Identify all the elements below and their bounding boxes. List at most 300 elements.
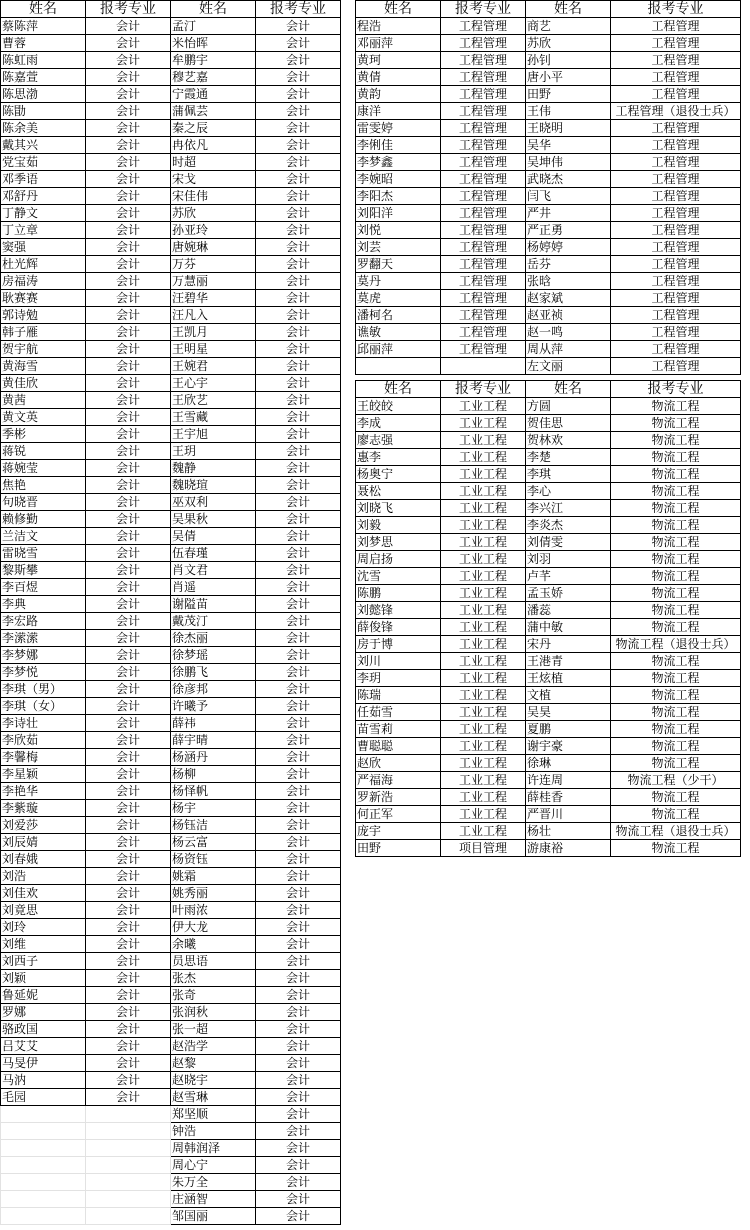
exam-major: 会计 xyxy=(256,273,341,290)
student-name: 鲁延妮 xyxy=(1,987,86,1004)
student-name xyxy=(356,358,441,375)
exam-major: 工业工程 xyxy=(441,568,526,585)
table-row xyxy=(356,585,741,602)
table-row xyxy=(356,500,741,517)
exam-major: 会计 xyxy=(256,1004,341,1021)
exam-major: 会计 xyxy=(256,783,341,800)
student-name: 谯敏 xyxy=(356,324,441,341)
student-name: 骆政国 xyxy=(1,1021,86,1038)
student-name: 孟汀 xyxy=(171,18,256,35)
student-name: 杨宇 xyxy=(171,800,256,817)
student-name: 黄倩 xyxy=(356,69,441,86)
student-name: 刘颖 xyxy=(1,970,86,987)
exam-major: 物流工程（退役士兵） xyxy=(611,636,741,653)
exam-major: 工程管理 xyxy=(611,171,741,188)
exam-major: 物流工程 xyxy=(611,483,741,500)
student-name: 徐梦瑶 xyxy=(171,647,256,664)
exam-major: 工程管理 xyxy=(611,341,741,358)
student-name: 李百煜 xyxy=(1,579,86,596)
logistics-rows xyxy=(356,398,741,857)
student-name: 汪碧华 xyxy=(171,290,256,307)
exam-major: 工业工程 xyxy=(441,789,526,806)
exam-major: 会计 xyxy=(256,596,341,613)
exam-major: 会计 xyxy=(256,698,341,715)
exam-major: 会计 xyxy=(256,1123,341,1140)
exam-major: 工程管理 xyxy=(441,188,526,205)
table-row xyxy=(1,392,341,409)
exam-major: 会计 xyxy=(86,1089,171,1106)
table-row xyxy=(1,1174,341,1191)
exam-major: 工业工程 xyxy=(441,483,526,500)
student-name: 刘羽 xyxy=(526,551,611,568)
student-name: 李梦悦 xyxy=(1,664,86,681)
table-row xyxy=(1,579,341,596)
table-row xyxy=(1,1106,341,1123)
student-name: 吕艾艾 xyxy=(1,1038,86,1055)
student-name: 赵家斌 xyxy=(526,290,611,307)
student-name: 杨云富 xyxy=(171,834,256,851)
student-name: 李玥 xyxy=(356,670,441,687)
exam-major: 会计 xyxy=(86,936,171,953)
student-name: 罗新浩 xyxy=(356,789,441,806)
exam-major: 工程管理 xyxy=(441,222,526,239)
exam-major: 工程管理 xyxy=(611,290,741,307)
student-name: 刘倩雯 xyxy=(526,534,611,551)
exam-major: 工业工程 xyxy=(441,432,526,449)
exam-major: 工业工程 xyxy=(441,738,526,755)
table-row xyxy=(356,239,741,256)
student-name: 房福涛 xyxy=(1,273,86,290)
student-name: 刘浩 xyxy=(1,868,86,885)
student-name: 周从萍 xyxy=(526,341,611,358)
exam-major: 工业工程 xyxy=(441,415,526,432)
student-name: 徐鹏飞 xyxy=(171,664,256,681)
student-name: 王玥 xyxy=(171,443,256,460)
exam-major: 工程管理 xyxy=(441,256,526,273)
exam-major: 会计 xyxy=(86,35,171,52)
exam-major: 会计 xyxy=(86,120,171,137)
student-name: 蒋婉莹 xyxy=(1,460,86,477)
table-row xyxy=(1,1055,341,1072)
student-name: 伍春瑾 xyxy=(171,545,256,562)
table-row xyxy=(356,517,741,534)
exam-major: 会计 xyxy=(86,851,171,868)
student-name: 王伟 xyxy=(526,103,611,120)
exam-major: 物流工程（退役士兵） xyxy=(611,823,741,840)
student-name: 赵亚祯 xyxy=(526,307,611,324)
student-name: 张杰 xyxy=(171,970,256,987)
header-name: 姓名 xyxy=(1,1,86,18)
exam-major: 会计 xyxy=(86,885,171,902)
student-name: 李炎杰 xyxy=(526,517,611,534)
exam-major: 工程管理 xyxy=(611,239,741,256)
student-name: 刘川 xyxy=(356,653,441,670)
student-name: 苏欣 xyxy=(171,205,256,222)
table-row xyxy=(1,647,341,664)
student-name: 秦之辰 xyxy=(171,120,256,137)
exam-major: 会计 xyxy=(256,1191,341,1208)
table-row xyxy=(1,443,341,460)
student-name: 周启扬 xyxy=(356,551,441,568)
header-name: 姓名 xyxy=(171,1,256,18)
exam-major: 会计 xyxy=(256,579,341,596)
student-name: 李潆潆 xyxy=(1,630,86,647)
student-name: 钟浩 xyxy=(171,1123,256,1140)
student-name: 吴倩 xyxy=(171,528,256,545)
exam-major: 会计 xyxy=(256,1072,341,1089)
table-row xyxy=(1,834,341,851)
exam-major: 工程管理 xyxy=(611,18,741,35)
student-name: 蒲中敏 xyxy=(526,619,611,636)
student-name: 魏晓瑄 xyxy=(171,477,256,494)
student-name: 唐婉琳 xyxy=(171,239,256,256)
exam-major: 会计 xyxy=(256,511,341,528)
table-row xyxy=(356,154,741,171)
table-row xyxy=(1,1140,341,1157)
exam-major: 会计 xyxy=(256,1208,341,1225)
student-name: 杨壮 xyxy=(526,823,611,840)
table-row xyxy=(1,103,341,120)
student-name: 商艺 xyxy=(526,18,611,35)
exam-major: 工业工程 xyxy=(441,653,526,670)
exam-major: 工程管理 xyxy=(611,358,741,375)
student-name: 潘柯名 xyxy=(356,307,441,324)
exam-major: 会计 xyxy=(256,35,341,52)
student-name: 魏静 xyxy=(171,460,256,477)
student-name: 李紫璇 xyxy=(1,800,86,817)
exam-major: 会计 xyxy=(86,834,171,851)
student-name: 赵黎 xyxy=(171,1055,256,1072)
student-name: 李馨梅 xyxy=(1,749,86,766)
exam-major: 工程管理 xyxy=(441,35,526,52)
student-name: 赵雪琳 xyxy=(171,1089,256,1106)
table-row xyxy=(1,766,341,783)
table-row xyxy=(356,483,741,500)
exam-major: 物流工程 xyxy=(611,534,741,551)
exam-major: 工程管理 xyxy=(611,69,741,86)
exam-major: 会计 xyxy=(256,358,341,375)
exam-major: 物流工程 xyxy=(611,500,741,517)
table-row xyxy=(356,772,741,789)
student-name: 宁霞通 xyxy=(171,86,256,103)
exam-major: 会计 xyxy=(86,902,171,919)
student-name: 刘西子 xyxy=(1,953,86,970)
empty-cell xyxy=(1,1157,86,1174)
student-name: 邓舒丹 xyxy=(1,188,86,205)
header-major: 报考专业 xyxy=(86,1,171,18)
exam-major: 工程管理 xyxy=(441,324,526,341)
student-name: 吴华 xyxy=(526,137,611,154)
student-name: 薛宇晴 xyxy=(171,732,256,749)
exam-major: 会计 xyxy=(256,681,341,698)
student-name: 蔡陈萍 xyxy=(1,18,86,35)
exam-major: 会计 xyxy=(86,307,171,324)
student-name: 万芬 xyxy=(171,256,256,273)
exam-major: 会计 xyxy=(86,341,171,358)
student-name: 薛俊锋 xyxy=(356,619,441,636)
exam-major: 物流工程 xyxy=(611,551,741,568)
exam-major: 物流工程 xyxy=(611,568,741,585)
table-row xyxy=(1,1089,341,1106)
table-row xyxy=(1,1123,341,1140)
table-row xyxy=(356,840,741,857)
empty-cell xyxy=(1,1106,86,1123)
table-row xyxy=(1,868,341,885)
table-row xyxy=(356,789,741,806)
student-name: 肖遥 xyxy=(171,579,256,596)
table-row xyxy=(1,953,341,970)
student-name: 丁立章 xyxy=(1,222,86,239)
student-name: 曹蓉 xyxy=(1,35,86,52)
exam-major: 工程管理 xyxy=(611,137,741,154)
exam-major: 工程管理 xyxy=(611,86,741,103)
student-name: 李琪（女） xyxy=(1,698,86,715)
exam-major: 工程管理 xyxy=(441,341,526,358)
table-row xyxy=(1,256,341,273)
student-name: 陈勖 xyxy=(1,103,86,120)
table-row xyxy=(356,341,741,358)
table-row xyxy=(1,681,341,698)
student-name: 焦艳 xyxy=(1,477,86,494)
student-name: 陈虹雨 xyxy=(1,52,86,69)
table-row xyxy=(1,273,341,290)
student-name: 康洋 xyxy=(356,103,441,120)
exam-major: 会计 xyxy=(86,698,171,715)
student-name: 李诗壮 xyxy=(1,715,86,732)
exam-major: 会计 xyxy=(86,630,171,647)
table-row xyxy=(1,426,341,443)
header-name: 姓名 xyxy=(526,381,611,398)
student-name: 吴坤伟 xyxy=(526,154,611,171)
student-name: 句晓晋 xyxy=(1,494,86,511)
exam-major: 工程管理 xyxy=(441,120,526,137)
exam-major: 工程管理 xyxy=(611,256,741,273)
student-name: 李欣茹 xyxy=(1,732,86,749)
student-name: 文植 xyxy=(526,687,611,704)
student-name: 唐小平 xyxy=(526,69,611,86)
exam-major: 会计 xyxy=(86,239,171,256)
exam-major: 会计 xyxy=(86,103,171,120)
exam-major: 工程管理 xyxy=(441,307,526,324)
table-row xyxy=(1,613,341,630)
student-name: 房于博 xyxy=(356,636,441,653)
student-name: 刘晓飞 xyxy=(356,500,441,517)
student-name: 郭诗勉 xyxy=(1,307,86,324)
student-name: 徐杰丽 xyxy=(171,630,256,647)
exam-major: 物流工程 xyxy=(611,687,741,704)
table-row xyxy=(356,551,741,568)
empty-cell xyxy=(1,1208,86,1225)
student-name: 叶雨浓 xyxy=(171,902,256,919)
exam-major: 会计 xyxy=(86,579,171,596)
empty-cell xyxy=(86,1208,171,1225)
student-name: 罗娜 xyxy=(1,1004,86,1021)
header-major: 报考专业 xyxy=(611,381,741,398)
student-name: 雷晓雪 xyxy=(1,545,86,562)
student-name: 巫双利 xyxy=(171,494,256,511)
table-row xyxy=(1,1191,341,1208)
exam-major: 物流工程 xyxy=(611,602,741,619)
exam-major: 会计 xyxy=(86,52,171,69)
student-name: 王炫植 xyxy=(526,670,611,687)
student-name: 马汭 xyxy=(1,1072,86,1089)
exam-major: 物流工程 xyxy=(611,398,741,415)
exam-major: 会计 xyxy=(256,205,341,222)
student-name: 郑坚顺 xyxy=(171,1106,256,1123)
exam-major: 物流工程 xyxy=(611,704,741,721)
exam-major: 会计 xyxy=(86,715,171,732)
exam-major: 工业工程 xyxy=(441,602,526,619)
student-name: 邓季语 xyxy=(1,171,86,188)
student-name: 杨奥宁 xyxy=(356,466,441,483)
header-name: 姓名 xyxy=(356,381,441,398)
exam-major: 会计 xyxy=(86,987,171,1004)
exam-major: 工业工程 xyxy=(441,619,526,636)
student-name: 杨钰洁 xyxy=(171,817,256,834)
exam-major: 会计 xyxy=(256,664,341,681)
empty-cell xyxy=(1,1191,86,1208)
exam-major: 会计 xyxy=(256,545,341,562)
exam-major: 会计 xyxy=(256,375,341,392)
student-name: 游康裕 xyxy=(526,840,611,857)
table-row xyxy=(356,35,741,52)
table-row xyxy=(1,171,341,188)
student-name: 王婉君 xyxy=(171,358,256,375)
table-row xyxy=(356,449,741,466)
student-name: 闫飞 xyxy=(526,188,611,205)
table-row xyxy=(356,466,741,483)
table-row xyxy=(1,732,341,749)
exam-major: 会计 xyxy=(256,1106,341,1123)
student-name: 杨资钰 xyxy=(171,851,256,868)
exam-major: 会计 xyxy=(256,324,341,341)
empty-cell xyxy=(86,1157,171,1174)
table-row xyxy=(356,806,741,823)
student-name: 戴其兴 xyxy=(1,137,86,154)
student-name: 赖修勤 xyxy=(1,511,86,528)
exam-major: 会计 xyxy=(256,137,341,154)
exam-major: 工业工程 xyxy=(441,466,526,483)
student-name: 穆艺嘉 xyxy=(171,69,256,86)
exam-major: 会计 xyxy=(86,1055,171,1072)
table-row xyxy=(1,987,341,1004)
student-name: 何正军 xyxy=(356,806,441,823)
empty-cell xyxy=(86,1123,171,1140)
exam-major: 会计 xyxy=(256,749,341,766)
student-name: 罗翻天 xyxy=(356,256,441,273)
exam-major: 工业工程 xyxy=(441,755,526,772)
student-name: 戴茂汀 xyxy=(171,613,256,630)
student-name: 邱丽萍 xyxy=(356,341,441,358)
student-name: 严井 xyxy=(526,205,611,222)
exam-major: 会计 xyxy=(86,460,171,477)
student-name: 员思语 xyxy=(171,953,256,970)
exam-major: 会计 xyxy=(256,341,341,358)
student-name: 左文丽 xyxy=(526,358,611,375)
exam-major: 物流工程 xyxy=(611,738,741,755)
table-row xyxy=(356,290,741,307)
student-name: 刘竟思 xyxy=(1,902,86,919)
student-name: 岳芬 xyxy=(526,256,611,273)
student-name: 王凯月 xyxy=(171,324,256,341)
student-name: 严正勇 xyxy=(526,222,611,239)
header-name: 姓名 xyxy=(356,1,441,18)
exam-major: 会计 xyxy=(256,1089,341,1106)
student-name: 赵一鸣 xyxy=(526,324,611,341)
student-name: 陈鹏 xyxy=(356,585,441,602)
table-row xyxy=(1,562,341,579)
exam-major: 物流工程 xyxy=(611,670,741,687)
exam-major: 会计 xyxy=(86,970,171,987)
exam-major: 会计 xyxy=(86,324,171,341)
table-row xyxy=(356,602,741,619)
student-name: 汪凡入 xyxy=(171,307,256,324)
student-name: 黄海雪 xyxy=(1,358,86,375)
exam-major: 会计 xyxy=(86,953,171,970)
empty-cell xyxy=(86,1174,171,1191)
student-name: 刘玲 xyxy=(1,919,86,936)
student-name: 王心宇 xyxy=(171,375,256,392)
exam-major: 会计 xyxy=(256,919,341,936)
student-name: 李琪（男） xyxy=(1,681,86,698)
exam-major: 物流工程 xyxy=(611,432,741,449)
table-row xyxy=(356,256,741,273)
table-row xyxy=(356,721,741,738)
exam-major: 会计 xyxy=(256,494,341,511)
header-row xyxy=(356,381,741,398)
table-row xyxy=(1,1157,341,1174)
student-name: 刘懿锋 xyxy=(356,602,441,619)
exam-major: 工业工程 xyxy=(441,687,526,704)
exam-major: 会计 xyxy=(256,851,341,868)
student-name: 刘维 xyxy=(1,936,86,953)
student-name: 任茹雪 xyxy=(356,704,441,721)
exam-major: 会计 xyxy=(256,307,341,324)
student-name: 李典 xyxy=(1,596,86,613)
exam-major: 会计 xyxy=(86,137,171,154)
student-name: 杨柳 xyxy=(171,766,256,783)
student-name: 余曦 xyxy=(171,936,256,953)
student-name: 王晓明 xyxy=(526,120,611,137)
exam-major: 会计 xyxy=(86,766,171,783)
header-major: 报考专业 xyxy=(441,1,526,18)
student-name: 丁静文 xyxy=(1,205,86,222)
exam-major: 会计 xyxy=(86,171,171,188)
student-name: 谢隘苗 xyxy=(171,596,256,613)
student-name: 党宝茹 xyxy=(1,154,86,171)
exam-major: 会计 xyxy=(86,443,171,460)
exam-major: 会计 xyxy=(256,987,341,1004)
exam-major: 工业工程 xyxy=(441,500,526,517)
student-name: 兰洁文 xyxy=(1,528,86,545)
exam-major: 工程管理 xyxy=(441,18,526,35)
table-row xyxy=(356,222,741,239)
table-row xyxy=(1,715,341,732)
student-name: 雷雯婷 xyxy=(356,120,441,137)
exam-major: 工程管理 xyxy=(611,52,741,69)
exam-major: 工程管理 xyxy=(441,205,526,222)
exam-major: 会计 xyxy=(86,511,171,528)
exam-major: 工业工程 xyxy=(441,551,526,568)
exam-major: 会计 xyxy=(256,86,341,103)
exam-major: 会计 xyxy=(256,392,341,409)
student-name: 王港青 xyxy=(526,653,611,670)
table-row xyxy=(1,494,341,511)
student-name: 刘爱莎 xyxy=(1,817,86,834)
exam-major: 会计 xyxy=(256,1055,341,1072)
exam-major: 会计 xyxy=(256,171,341,188)
exam-major: 工程管理（退役士兵） xyxy=(611,103,741,120)
